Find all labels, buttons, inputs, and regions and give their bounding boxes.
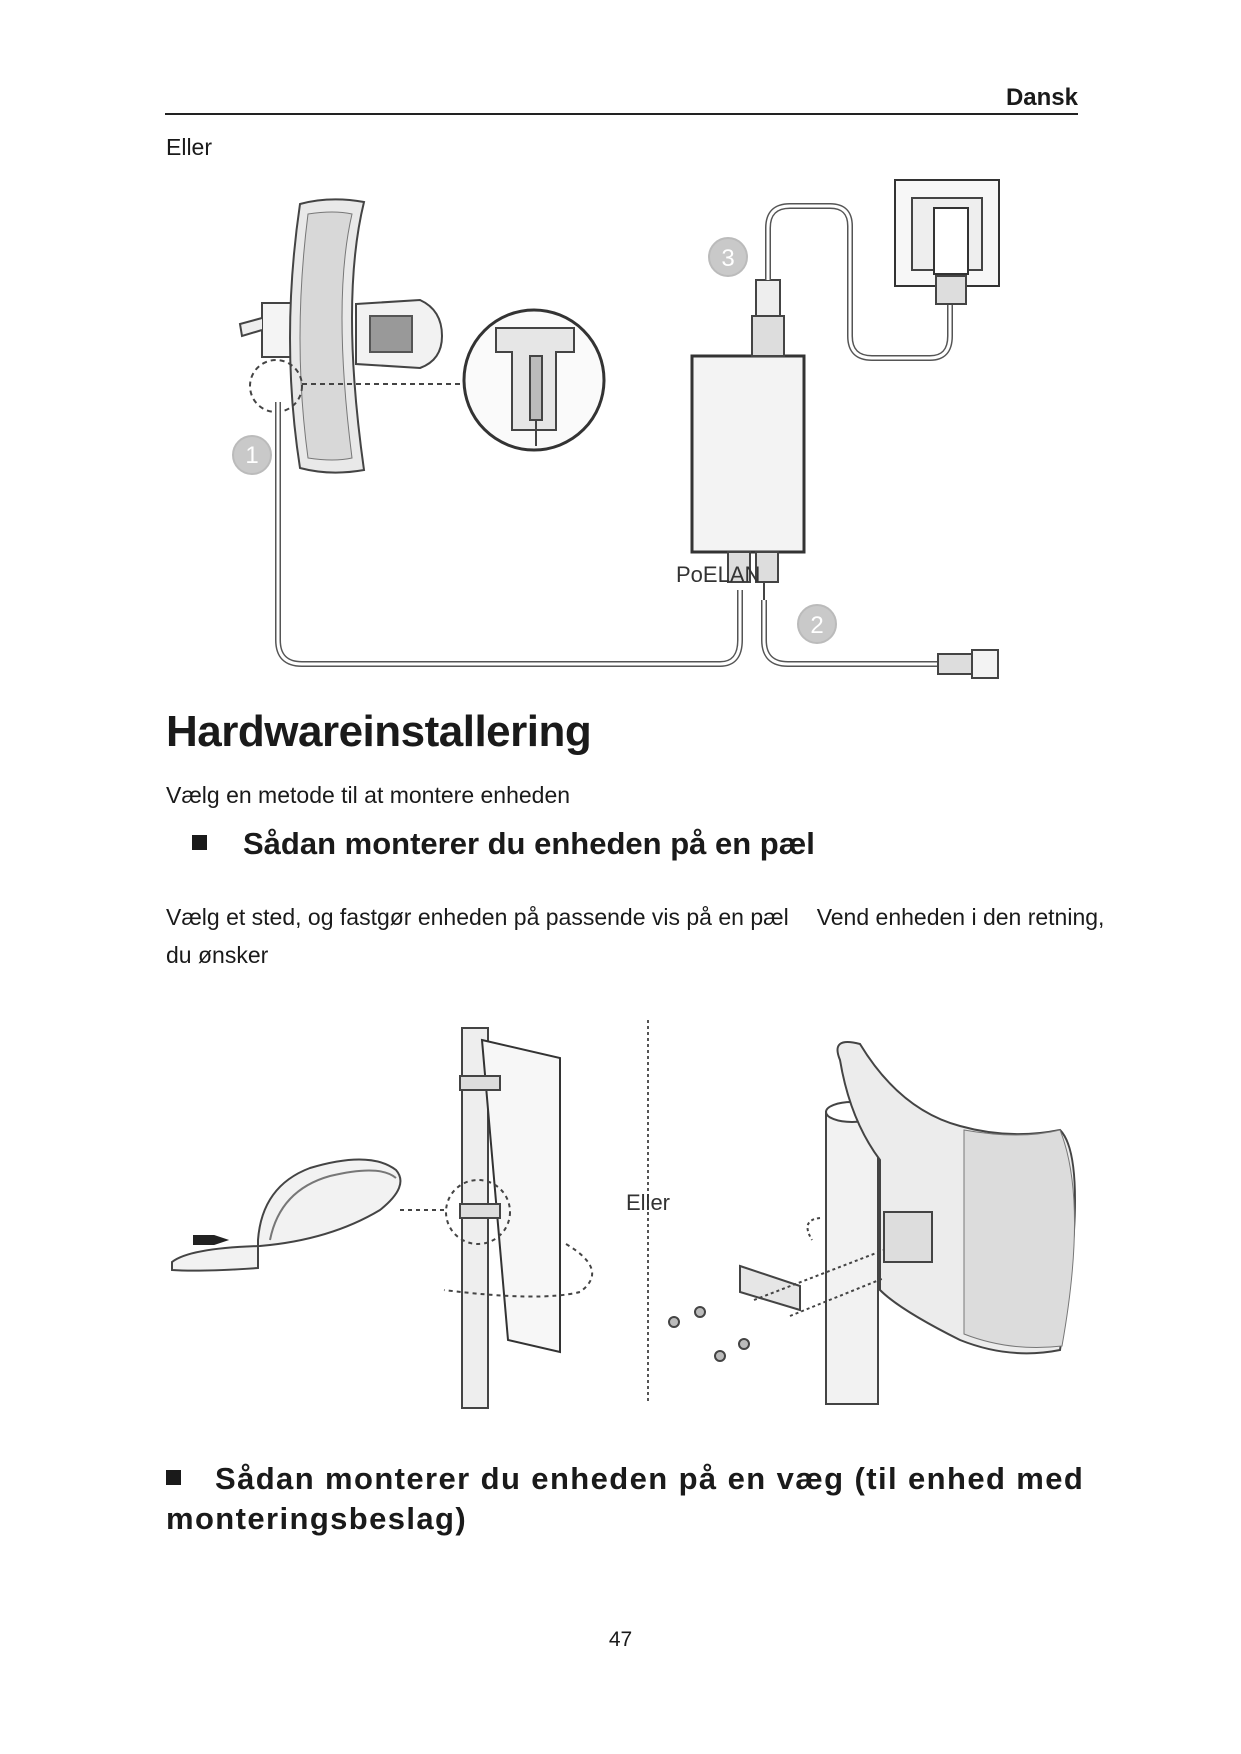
section-title: Hardwareinstallering [166, 707, 592, 756]
pole-with-bracket-antenna-illustration [669, 1042, 1075, 1404]
poe-injector-illustration [692, 280, 804, 600]
bullet-square-icon [192, 835, 207, 850]
pole-with-flat-antenna-illustration [444, 1028, 592, 1408]
wall-mount-heading [166, 1459, 1096, 1539]
cable-tie-illustration [172, 1159, 448, 1270]
pole-mount-step-2: Vend enheden i den retning, du ønsker [166, 904, 1105, 968]
step-2-marker [798, 605, 836, 643]
figure1-or-caption: Eller [166, 134, 213, 160]
step-1-number: 1 [245, 442, 259, 469]
pole-mount-heading [192, 826, 815, 862]
language-label: Dansk [1005, 84, 1078, 111]
lan-plug-illustration [938, 650, 998, 678]
pole-mount-step-1: Vælg et sted, og fastgør enheden på passende vis på en pæl [166, 904, 789, 930]
pole-figure-or-label: Eller [626, 1190, 671, 1215]
section-intro: Vælg en metode til at montere enheden [166, 782, 571, 808]
bullet-square-icon [166, 1470, 181, 1485]
pole-mount-instructions [166, 898, 1116, 974]
zoom-inset-illustration [464, 310, 604, 450]
step-3-number: 3 [721, 245, 735, 272]
page-number: 47 [608, 1628, 633, 1651]
step-1-marker [233, 436, 271, 474]
pole-mount-heading-text: Sådan monterer du enheden på en pæl [243, 826, 815, 861]
step-3-marker [709, 238, 747, 276]
poe-lan-label: PoELAN [676, 562, 761, 587]
wall-outlet-illustration [895, 180, 999, 304]
antenna-device-illustration [240, 199, 468, 472]
wall-mount-heading-text: Sådan monterer du enheden på en væg (til enhed med monteringsbeslag) [166, 1461, 1085, 1536]
step-2-number: 2 [810, 612, 824, 639]
